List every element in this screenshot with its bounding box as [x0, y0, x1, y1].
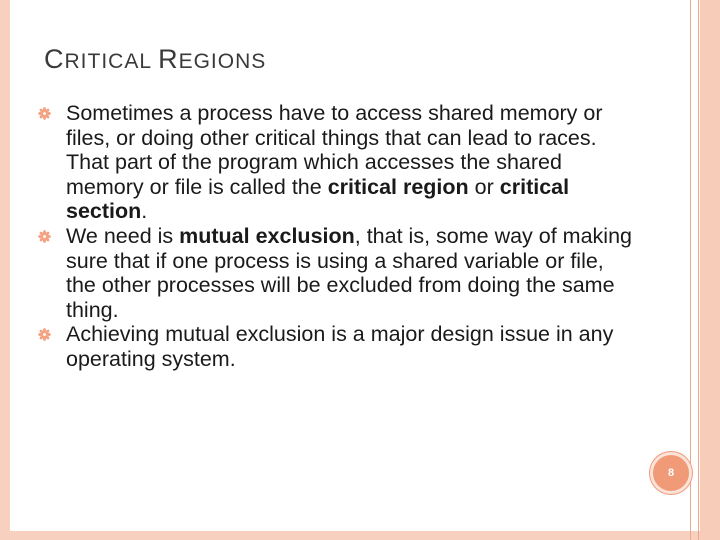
gear-flower-icon: [38, 230, 51, 243]
text-run: Sometimes a process have to access shared memory or files, or doing other critical things that can lead to races. That part of the program which accesses the shared memory or file is called the: [66, 101, 603, 199]
title-initial: C: [44, 44, 65, 74]
bold-term: critical section: [66, 174, 570, 224]
slide-edge-line: [698, 0, 699, 540]
slide-title: [44, 44, 266, 75]
bullet-item: [36, 322, 636, 371]
bullet-list: [36, 101, 636, 372]
bullet-text: [66, 101, 603, 223]
bullet-item: [36, 224, 636, 322]
slide-edge-band: [700, 0, 720, 540]
page-number-badge: [650, 452, 692, 494]
slide-border-bottom: [0, 531, 720, 540]
page-number: 8: [667, 467, 675, 479]
slide-edge-line: [690, 0, 691, 540]
text-run: We need is: [66, 223, 180, 248]
bullet-item: [36, 101, 636, 224]
text-run: .: [141, 199, 148, 224]
text-run: or: [468, 174, 500, 199]
gear-flower-icon: [38, 328, 51, 341]
text-run: Achieving mutual exclusion is a major design issue in any operating system.: [66, 322, 614, 371]
title-word-rest: EGIONS: [178, 50, 267, 73]
text-run: , that is, some way of making sure that if one process is using a shared variable or file, the other processes will be excluded from doing the same thing.: [66, 223, 632, 322]
gear-flower-icon: [38, 107, 51, 120]
slide-border-left: [0, 0, 10, 540]
bold-term: critical region: [327, 174, 469, 199]
bullet-text: [66, 322, 613, 371]
bullet-text: [66, 224, 632, 322]
title-initial: R: [158, 44, 179, 74]
title-word-rest: RITICAL: [64, 50, 152, 73]
bold-term: mutual exclusion: [179, 223, 355, 248]
